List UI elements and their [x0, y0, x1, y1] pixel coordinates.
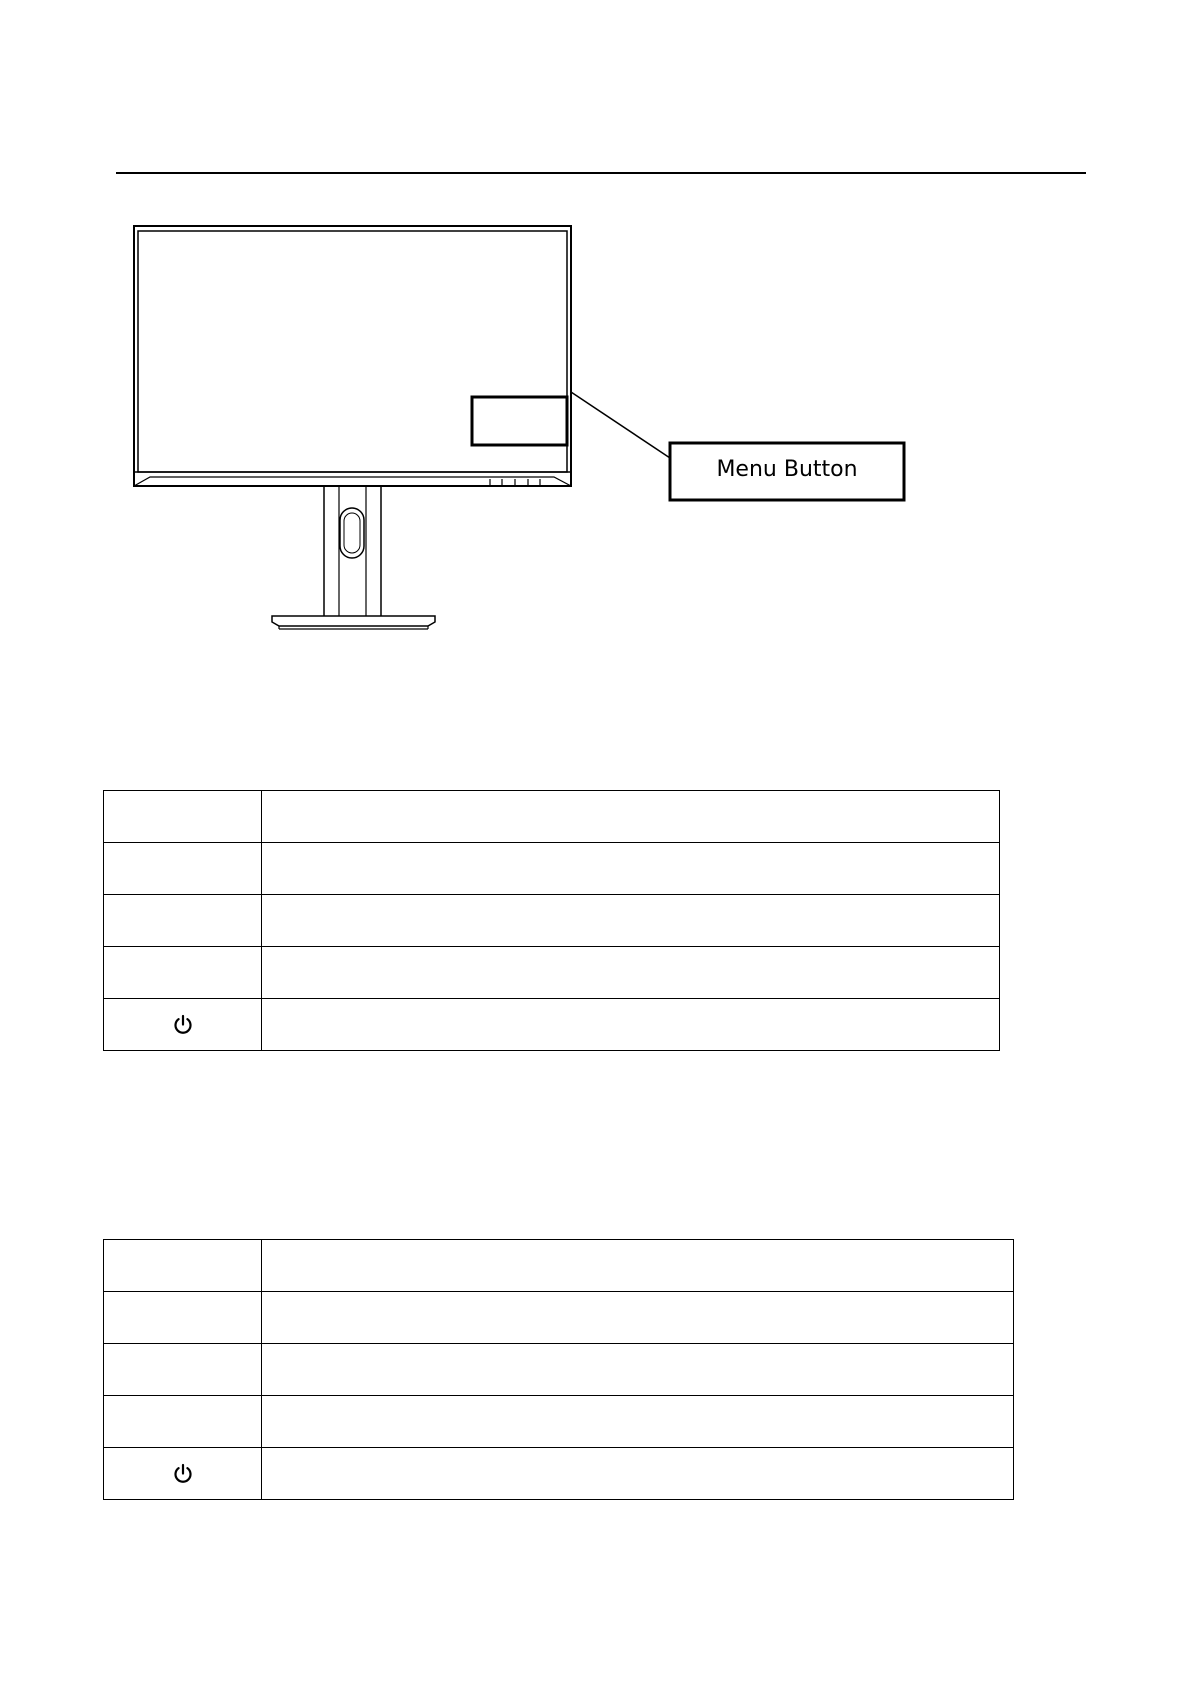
table-row	[104, 1396, 1014, 1448]
button-function-table-2	[103, 1239, 1014, 1500]
key-cell	[104, 1344, 262, 1396]
monitor-diagram	[0, 0, 1192, 660]
description-cell	[262, 947, 1000, 999]
table-row	[104, 1344, 1014, 1396]
table-row	[104, 791, 1000, 843]
menu-highlight-box	[472, 397, 567, 445]
table-row	[104, 895, 1000, 947]
key-cell	[104, 947, 262, 999]
description-cell	[262, 1292, 1014, 1344]
power-icon	[172, 1014, 194, 1036]
key-cell	[104, 895, 262, 947]
table-row	[104, 843, 1000, 895]
description-cell	[262, 1448, 1014, 1500]
callout-leader-line	[571, 392, 670, 458]
button-function-table-1	[103, 790, 1000, 1051]
description-cell	[262, 843, 1000, 895]
table-row	[104, 1448, 1014, 1500]
table-row	[104, 999, 1000, 1051]
description-cell	[262, 895, 1000, 947]
monitor-icon	[134, 226, 571, 629]
power-icon	[172, 1463, 194, 1485]
description-cell	[262, 999, 1000, 1051]
key-cell	[104, 1448, 262, 1500]
key-cell	[104, 1396, 262, 1448]
key-cell	[104, 999, 262, 1051]
table-row	[104, 1240, 1014, 1292]
key-cell	[104, 1240, 262, 1292]
description-cell	[262, 1396, 1014, 1448]
key-cell	[104, 791, 262, 843]
key-cell	[104, 843, 262, 895]
menu-button-label: Menu Button	[716, 457, 858, 482]
description-cell	[262, 1240, 1014, 1292]
table-row	[104, 947, 1000, 999]
description-cell	[262, 791, 1000, 843]
description-cell	[262, 1344, 1014, 1396]
key-cell	[104, 1292, 262, 1344]
table-row	[104, 1292, 1014, 1344]
